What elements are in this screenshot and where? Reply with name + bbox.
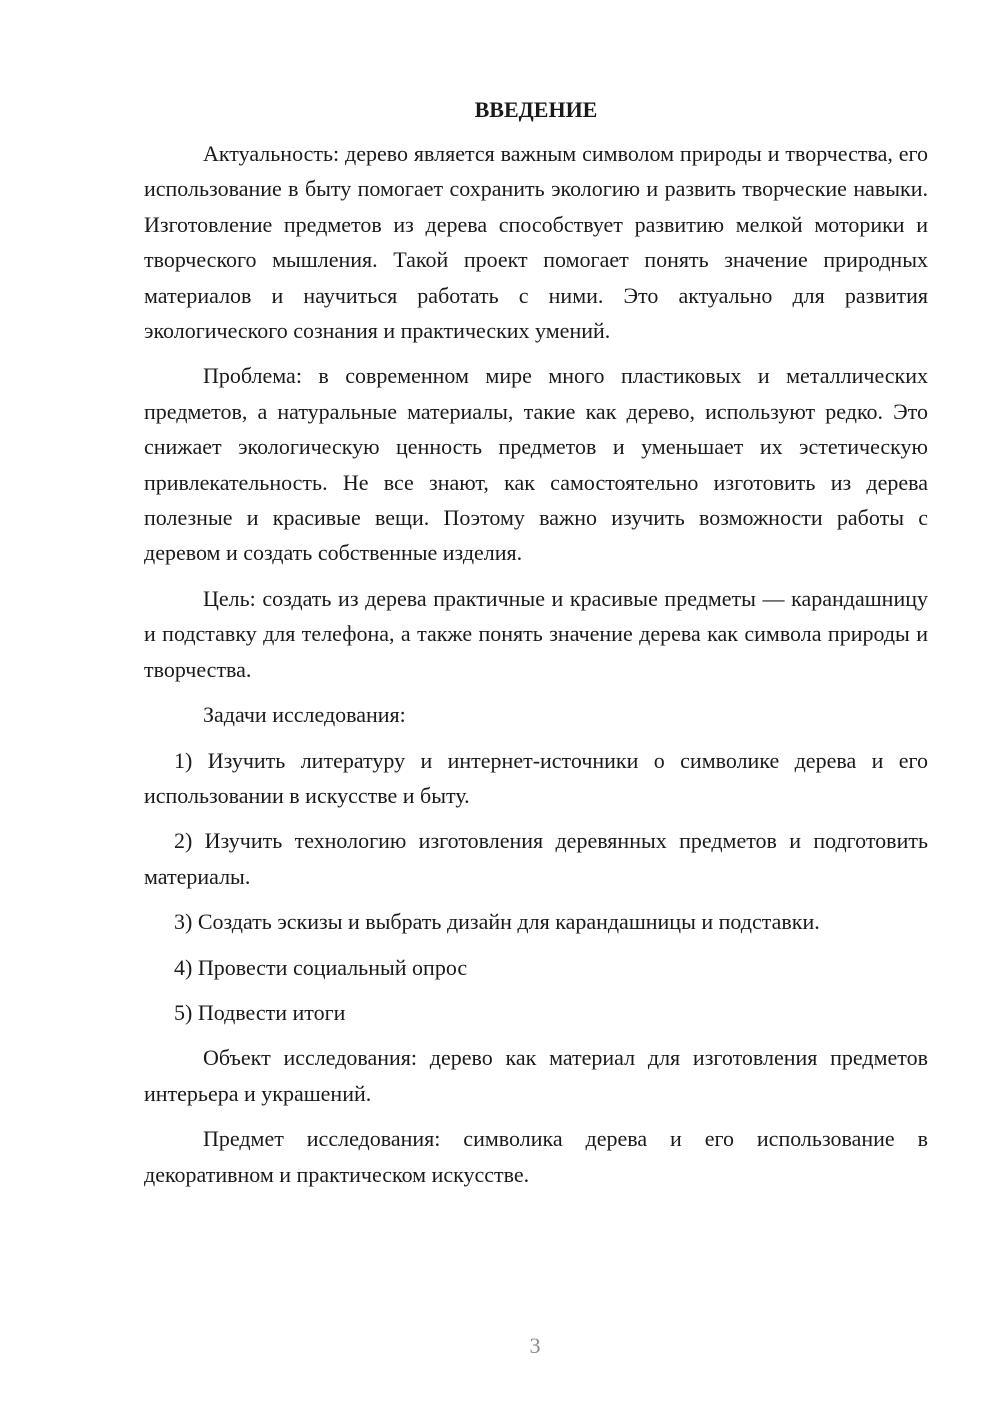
goal-paragraph: Цель: создать из дерева практичные и красивые предметы — карандашницу и подставку для телефона, а также понять значение дерева как символа природы и творчества.: [144, 585, 928, 682]
task-item: 1) Изучить литературу и интернет-источники о символике дерева и его использовании в искусстве и быту.: [144, 747, 928, 808]
problem-paragraph: Проблема: в современном мире много пластиковых и металлических предметов, а натуральные материалы, такие как дерево, используют редко. Это снижает экологическую ценность предметов и уменьшает их эстетическую привлекательность. Не все знают, как самостоятельно изготовить из дерева полезные и красивые вещи. Поэтому важно изучить возможности работы с деревом и создать собственные изделия.: [144, 363, 928, 566]
page-title: ВВЕДЕНИЕ: [474, 97, 598, 122]
task-item: 4) Провести социальный опрос: [174, 954, 468, 980]
task-item: 3) Создать эскизы и выбрать дизайн для карандашницы и подставки.: [174, 909, 820, 935]
task-item: 2) Изучить технологию изготовления деревянных предметов и подготовить материалы.: [144, 828, 928, 889]
tasks-list: [144, 743, 928, 1031]
tasks-heading: Задачи исследования:: [203, 702, 406, 728]
subject-paragraph: Предмет исследования: символика дерева и его использование в декоративном и практическом искусстве.: [144, 1126, 928, 1187]
document-page: [144, 92, 928, 1202]
task-item: 5) Подвести итоги: [174, 999, 346, 1025]
relevance-paragraph: Актуальность: дерево является важным символом природы и творчества, его использование в быту помогает сохранить экологию и развить творческие навыки. Изготовление предметов из дерева способствует развитию мелкой моторики и творческого мышления. Такой проект помогает понять значение природных материалов и научиться работать с ними. Это актуально для развития экологического сознания и практических умений.: [144, 141, 928, 344]
object-paragraph: Объект исследования: дерево как материал для изготовления предметов интерьера и украшений.: [144, 1045, 928, 1106]
page-number: 3: [529, 1333, 541, 1358]
